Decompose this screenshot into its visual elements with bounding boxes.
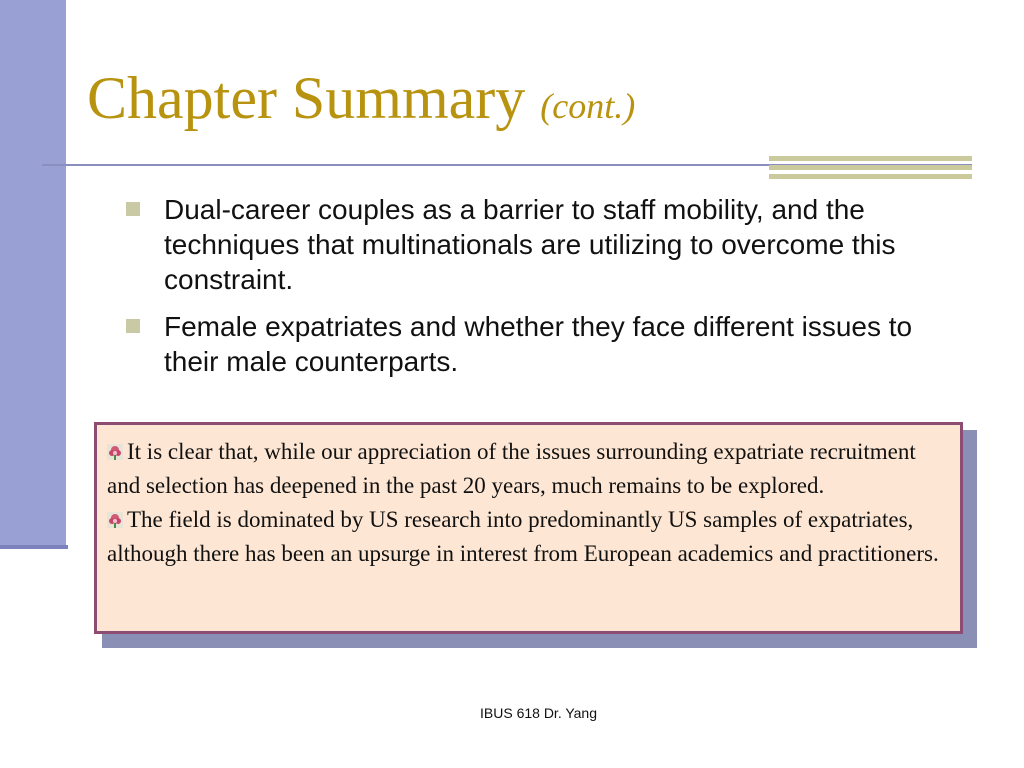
note-paragraph: [107, 435, 946, 503]
slide-footer: IBUS 618 Dr. Yang: [480, 705, 597, 721]
flower-bullet-icon: [107, 512, 123, 528]
bullet-item: [126, 309, 956, 379]
left-decorative-bar: [0, 0, 66, 547]
title-main: Chapter Summary: [87, 65, 526, 131]
bullet-item: [126, 192, 956, 297]
title-suffix: (cont.): [540, 86, 636, 126]
square-bullet-icon: [126, 319, 140, 333]
square-bullet-icon: [126, 202, 140, 216]
flower-bullet-icon: [107, 444, 123, 460]
accent-stripe: [769, 156, 972, 161]
accent-stripe: [769, 174, 972, 179]
bullet-text: Female expatriates and whether they face different issues to their male counterparts.: [164, 311, 913, 377]
slide-title: [87, 62, 635, 142]
note-text: The field is dominated by US research into predominantly US samples of expatriates, although there has been an upsurge in interest from European academics and practitioners.: [107, 507, 939, 566]
bullet-list: [126, 192, 956, 391]
note-paragraph: [107, 503, 946, 571]
note-box: [94, 422, 963, 634]
accent-stripes: [769, 156, 972, 180]
left-bar-edge: [0, 545, 68, 549]
note-text: It is clear that, while our appreciation of the issues surrounding expatriate recruitment and selection has deepened in the past 20 years, much remains to be explored.: [107, 439, 916, 498]
bullet-text: Dual-career couples as a barrier to staff mobility, and the techniques that multinationals are utilizing to overcome this constraint.: [164, 194, 896, 295]
accent-stripe: [769, 165, 972, 170]
